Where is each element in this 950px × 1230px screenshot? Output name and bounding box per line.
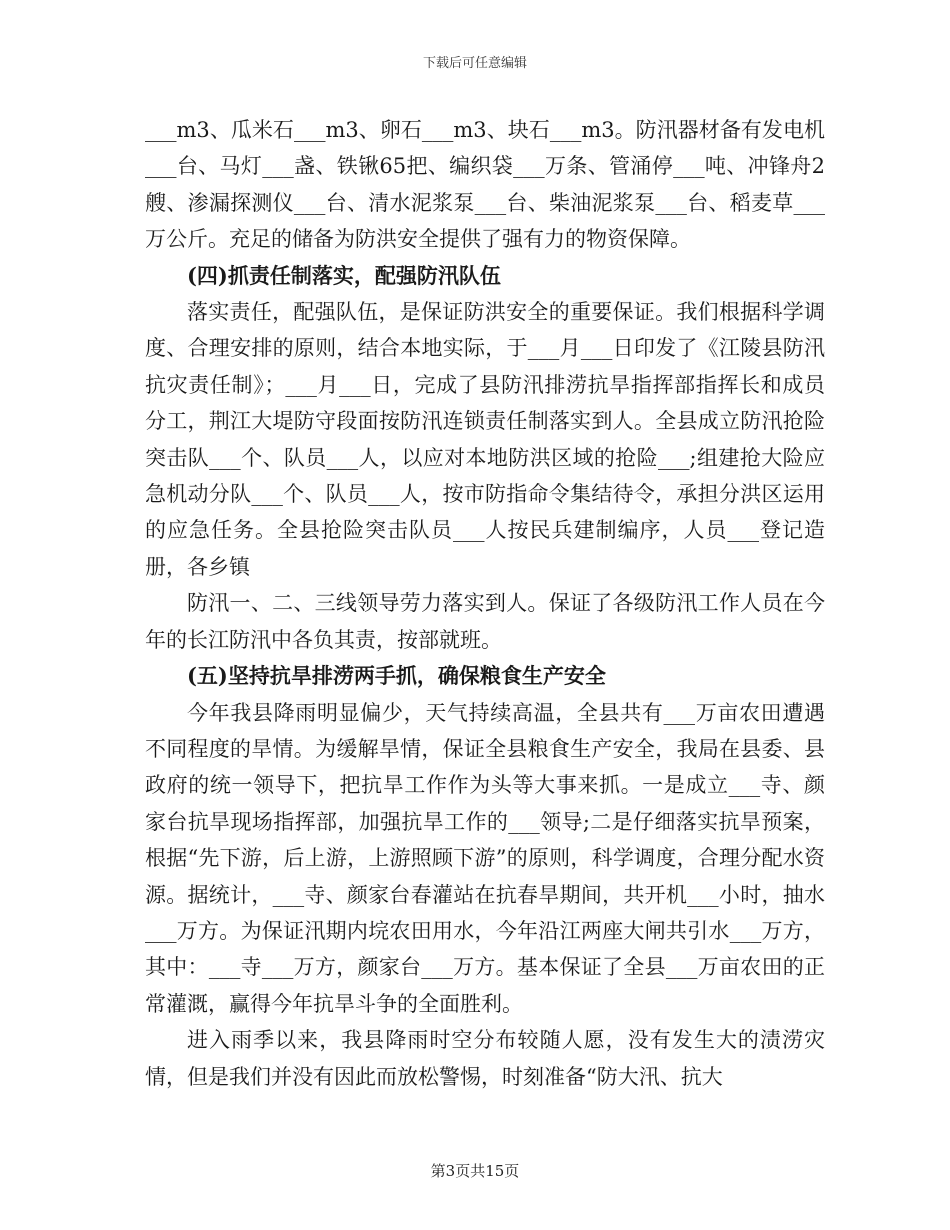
- paragraph-materials: ___m3、瓜米石___m3、卵石___m3、块石___m3。防汛器材备有发电机___台、马灯___盏、铁锹65把、编织袋___万条、管涌停___吨、冲锋舟2艘、渗漏探测仪___台、清水泥浆泵___台、柴油泥浆泵___台、稻麦草___万公斤。充足的储备为防洪安全提供了强有力的物资保障。: [145, 118, 825, 252]
- paragraph-rainy-season: 进入雨季以来，我县降雨时空分布较随人愿，没有发生大的渍涝灾情，但是我们并没有因此而放松警惕，时刻准备“防大汛、抗大: [145, 1028, 825, 1089]
- page-footer: 第3页共15页: [430, 1162, 520, 1180]
- section-heading-5: (五)坚持抗旱排涝两手抓，确保粮食生产安全: [187, 663, 606, 689]
- page-header: 下载后可任意编辑: [422, 56, 527, 71]
- paragraph-leadership: 防汛一、二、三线领导劳力落实到人。保证了各级防汛工作人员在今年的长江防汛中各负其责，按部就班。: [145, 591, 825, 652]
- paragraph-responsibility: 落实责任，配强队伍，是保证防洪安全的重要保证。我们根据科学调度、合理安排的原则，结合本地实际，于___月___日印发了《江陵县防汛抗灾责任制》；___月___日，完成了县防汛排涝抗旱指挥部指挥长和成员分工，荆江大堤防守段面按防汛连锁责任制落实到人。全县成立防汛抢险突击队___个、队员___人，以应对本地防洪区域的抢险___;组建抢大险应急机动分队___个、队员___人，按市防指命令集结待令，承担分洪区运用的应急任务。全县抢险突击队员___人按民兵建制编序，人员___登记造册，各乡镇: [145, 300, 825, 579]
- document-body: [145, 112, 825, 1095]
- section-heading-4: (四)抓责任制落实，配强防汛队伍: [187, 262, 501, 288]
- paragraph-drought: 今年我县降雨明显偏少，天气持续高温，全县共有___万亩农田遭遇不同程度的旱情。为缓解旱情，保证全县粮食生产安全，我局在县委、县政府的统一领导下，把抗旱工作作为头等大事来抓。一是成立___寺、颜家台抗旱现场指挥部，加强抗旱工作的___领导;二是仔细落实抗旱预案，根据“先下游，后上游，上游照顾下游”的原则，科学调度，合理分配水资源。据统计，___寺、颜家台春灌站在抗春旱期间，共开机___小时，抽水___万方。为保证汛期内垸农田用水，今年沿江两座大闸共引水___万方，其中：___寺___万方，颜家台___万方。基本保证了全县___万亩农田的正常灌溉，赢得今年抗旱斗争的全面胜利。: [145, 700, 825, 1016]
